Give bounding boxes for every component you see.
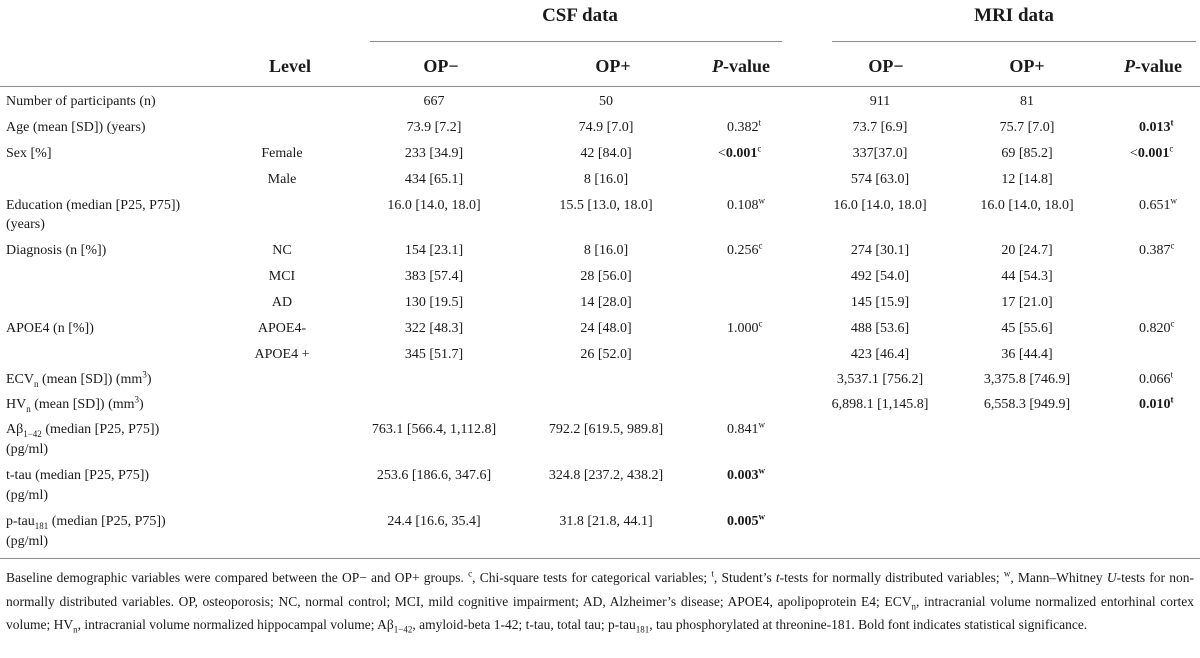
row-label-hv: $HV_n$ (mean [SD]) $(mm^3)$	[6, 394, 144, 414]
cell: 488 [53.6]	[850, 321, 910, 336]
row-label-age: Age (mean [SD]) (years)	[6, 120, 146, 135]
cell: 20 [24.7]	[1001, 243, 1053, 258]
cell: 322 [48.3]	[404, 321, 464, 336]
cell: 145 [15.9]	[850, 295, 910, 310]
p-value-cell: <0.001$^c$	[718, 143, 762, 161]
table-footnote: Baseline demographic variables were compared between the OP− and OP+ groups. $^c$, Chi-square tests for categorical variables; $^t$, Student’s t-tests for normally distributed variables; $^w$, Mann–Whitney U-tests for non-normally distributed variables. OP, osteoporosis; NC, normal control; MCI, mild cognitive impairment; AD, Alzheimer’s disease; APOE4, apolipoprotein E4; $ECV_n$, intracranial volume normalized entorhinal cortex volume; $HV_n$, intracranial volume normalized hippocampal volume; $A\beta_{1-42}$, amyloid-beta 1-42; t-tau, total tau; p-tau$_{181}$, tau phosphorylated at threonine-181. Bold font indicates statistical significance.	[6, 568, 1194, 635]
cell: 130 [19.5]	[404, 295, 464, 310]
cell: 423 [46.4]	[850, 347, 910, 362]
cell: 69 [85.2]	[1001, 146, 1053, 161]
cell: 324.8 [237.2, 438.2]	[548, 468, 664, 483]
p-value-cell: 0.382$^t$	[727, 117, 762, 135]
cell: 75.7 [7.0]	[999, 120, 1055, 135]
cell: 31.8 [21.8, 44.1]	[559, 514, 653, 529]
p-value-cell: <0.001$^c$	[1130, 143, 1174, 161]
level-cell: Female	[261, 146, 303, 161]
p-value-cell: 0.820$^c$	[1139, 318, 1175, 336]
row-label-apoe4: APOE4 (n [%])	[6, 321, 94, 336]
row-label-education: Education (median [P25, P75])	[6, 198, 181, 213]
row-label-participants: Number of participants (n)	[6, 94, 156, 109]
group-header-mri: MRI data	[974, 5, 1054, 26]
p-value-cell: 0.003$^w$	[727, 465, 765, 483]
cell: 574 [63.0]	[850, 172, 910, 187]
cell: 45 [55.6]	[1001, 321, 1053, 336]
col-header-csf-op-minus: OP−	[423, 56, 459, 76]
level-cell: AD	[271, 295, 293, 310]
p-value-cell: 0.005$^w$	[727, 511, 765, 529]
p-value-cell: 1.000$^c$	[727, 318, 763, 336]
table-bottom-rule	[0, 558, 1200, 559]
cell: 73.9 [7.2]	[406, 120, 462, 135]
p-value-cell: 0.651$^w$	[1139, 195, 1177, 213]
row-label-abeta-line2: (pg/ml)	[6, 442, 48, 457]
cell: 3,375.8 [746.9]	[983, 372, 1071, 387]
cell: 274 [30.1]	[850, 243, 910, 258]
level-cell: MCI	[268, 269, 296, 284]
cell: 50	[599, 94, 613, 109]
row-label-t-tau: t-tau (median [P25, P75])	[6, 468, 150, 483]
cell: 337[37.0]	[852, 146, 908, 161]
cell: 12 [14.8]	[1001, 172, 1053, 187]
cell: 434 [65.1]	[404, 172, 464, 187]
cell: 6,558.3 [949.9]	[983, 397, 1071, 412]
row-label-p-tau-line2: (pg/ml)	[6, 534, 48, 549]
cell: 16.0 [14.0, 18.0]	[833, 198, 927, 213]
cell: 6,898.1 [1,145.8]	[831, 397, 929, 412]
row-label-diagnosis: Diagnosis (n [%])	[6, 243, 107, 258]
row-label-p-tau: p-tau$_{181}$ (median [P25, P75])	[6, 514, 166, 531]
cell: 74.9 [7.0]	[578, 120, 634, 135]
cell: 345 [51.7]	[404, 347, 464, 362]
col-header-mri-p-value: P-value	[1124, 56, 1182, 76]
level-cell: APOE4 +	[254, 347, 310, 362]
cell: 17 [21.0]	[1001, 295, 1053, 310]
cell: 911	[869, 94, 891, 109]
cell: 42 [84.0]	[580, 146, 632, 161]
row-label-ecv: $ECV_n$ (mean [SD]) $(mm^3)$	[6, 369, 152, 389]
cell: 383 [57.4]	[404, 269, 464, 284]
p-value-cell: 0.010$^t$	[1139, 394, 1174, 412]
cell: 28 [56.0]	[580, 269, 632, 284]
level-cell: APOE4-	[257, 321, 307, 336]
cell: 253.6 [186.6, 347.6]	[376, 468, 492, 483]
p-value-cell: 0.108$^w$	[727, 195, 765, 213]
cell: 3,537.1 [756.2]	[836, 372, 924, 387]
p-value-cell: 0.387$^c$	[1139, 240, 1175, 258]
cell: 26 [52.0]	[580, 347, 632, 362]
cell: 44 [54.3]	[1001, 269, 1053, 284]
cell: 81	[1020, 94, 1034, 109]
row-label-t-tau-line2: (pg/ml)	[6, 488, 48, 503]
p-value-cell: 0.256$^c$	[727, 240, 763, 258]
cell: 8 [16.0]	[583, 172, 629, 187]
cell: 15.5 [13.0, 18.0]	[559, 198, 653, 213]
row-label-abeta: $A\beta_{1-42}$ (median [P25, P75])	[6, 422, 160, 439]
row-label-sex: Sex [%]	[6, 146, 52, 161]
col-header-mri-op-plus: OP+	[1009, 56, 1045, 76]
cell: 24.4 [16.6, 35.4]	[387, 514, 481, 529]
cell: 667	[423, 94, 445, 109]
cell: 792.2 [619.5, 989.8]	[548, 422, 664, 437]
col-header-csf-p-value: P-value	[712, 56, 770, 76]
cell: 763.1 [566.4, 1,112.8]	[371, 422, 497, 437]
p-value-cell: 0.841$^w$	[727, 419, 765, 437]
col-header-csf-op-plus: OP+	[595, 56, 631, 76]
col-header-mri-op-minus: OP−	[868, 56, 904, 76]
cell: 14 [28.0]	[580, 295, 632, 310]
cell: 73.7 [6.9]	[852, 120, 908, 135]
p-value-cell: 0.066$^t$	[1139, 369, 1174, 387]
header-bottom-rule	[0, 86, 1200, 87]
mri-header-rule	[832, 41, 1196, 42]
cell: 16.0 [14.0, 18.0]	[387, 198, 481, 213]
cell: 492 [54.0]	[850, 269, 910, 284]
row-label-education-line2: (years)	[6, 217, 45, 232]
cell: 24 [48.0]	[580, 321, 632, 336]
level-cell: Male	[267, 172, 297, 187]
p-value-cell: 0.013$^t$	[1139, 117, 1174, 135]
cell: 16.0 [14.0, 18.0]	[980, 198, 1074, 213]
cell: 8 [16.0]	[583, 243, 629, 258]
group-header-csf: CSF data	[542, 5, 618, 26]
csf-header-rule	[370, 41, 782, 42]
cell: 36 [44.4]	[1001, 347, 1053, 362]
cell: 233 [34.9]	[404, 146, 464, 161]
cell: 154 [23.1]	[404, 243, 464, 258]
col-header-level: Level	[269, 56, 311, 76]
level-cell: NC	[272, 243, 292, 258]
